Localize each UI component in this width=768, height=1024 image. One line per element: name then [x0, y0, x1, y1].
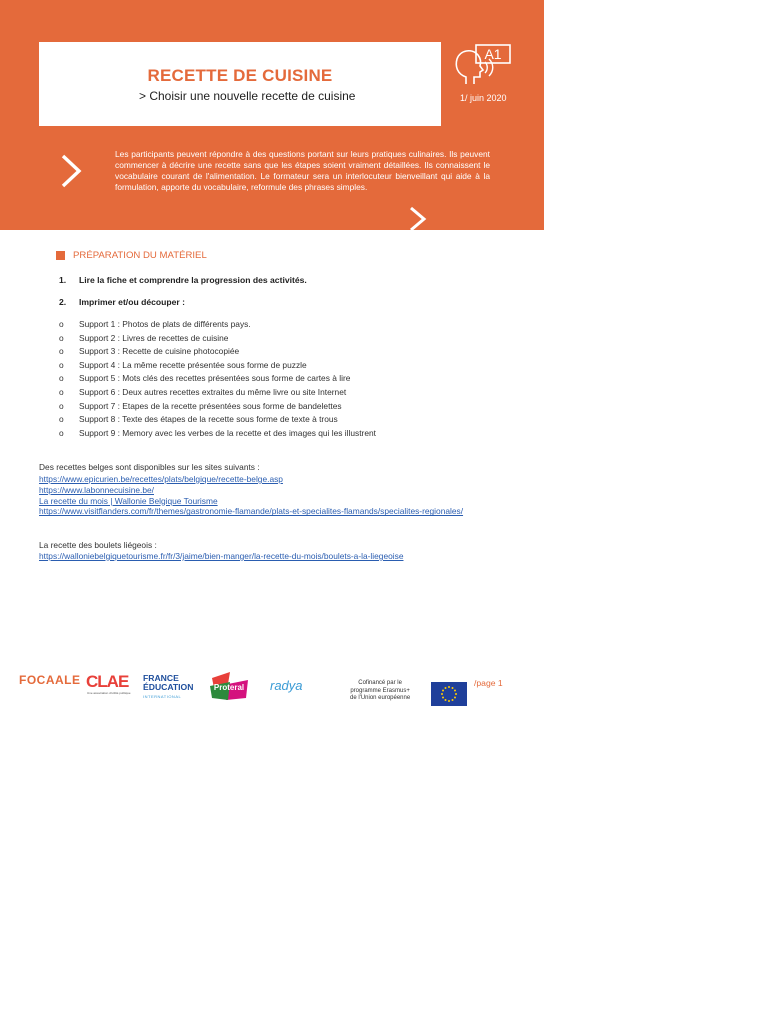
header-banner — [0, 0, 544, 230]
resource-link[interactable]: https://www.visitflanders.com/fr/themes/gastronomie-flamande/plats-et-specialites-flamands/specialites-regionales/ — [39, 506, 464, 517]
resource-link[interactable]: https://www.labonnecuisine.be/ — [39, 484, 154, 495]
resource-link[interactable]: La recette du mois | Wallonie Belgique Tourisme — [39, 495, 218, 506]
step-text: Imprimer et/ou découper : — [79, 297, 186, 307]
support-text: Support 7 : Etapes de la recette présentées sous forme de bandelettes — [79, 400, 342, 411]
support-text: Support 6 : Deux autres recettes extraites du même livre ou site Internet — [79, 386, 347, 397]
list-item — [59, 386, 376, 400]
bullet: o — [59, 332, 64, 343]
svg-text:Proteral: Proteral — [213, 683, 245, 692]
boulets-link[interactable]: https://walloniebelgiquetourisme.fr/fr/3/jaime/bien-manger/la-recette-du-mois/boulets-a-la-liegeoise — [39, 551, 404, 561]
section-heading-preparation — [56, 250, 207, 261]
radya-logo: radya — [270, 678, 303, 693]
square-bullet-icon — [56, 251, 65, 260]
resources-intro: Des recettes belges sont disponibles sur les sites suivants : — [39, 462, 260, 472]
focaale-logo: FOCAALE — [19, 673, 81, 687]
resource-links — [39, 474, 489, 517]
support-text: Support 4 : La même recette présentée sous forme de puzzle — [79, 359, 307, 370]
eu-flag-icon — [431, 682, 467, 706]
level-label: A1 — [484, 46, 502, 62]
clae-tagline: Une association d'utilité publique — [87, 691, 131, 695]
list-item — [59, 345, 376, 359]
bullet: o — [59, 427, 64, 438]
erasmus-cofunding-text — [350, 680, 410, 703]
fei-line: ÉDUCATION — [143, 682, 194, 692]
document-page — [0, 0, 544, 722]
page-subtitle: > Choisir une nouvelle recette de cuisine — [139, 89, 356, 103]
numbered-step — [59, 275, 307, 285]
step-number: 2. — [59, 297, 67, 307]
bullet: o — [59, 414, 64, 425]
resource-link[interactable]: https://www.epicurien.be/recettes/plats/belgique/recette-belge.asp — [39, 474, 283, 484]
support-text: Support 9 : Memory avec les verbes de la recette et des images qui les illustrent — [79, 427, 376, 438]
erasmus-line: programme Erasmus+ — [350, 687, 410, 694]
bullet: o — [59, 400, 64, 411]
numbered-step — [59, 297, 185, 307]
erasmus-line: de l'Union européenne — [350, 695, 411, 701]
support-text: Support 5 : Mots clés des recettes présentées sous forme de cartes à lire — [79, 373, 351, 384]
fei-line: INTERNATIONAL — [143, 694, 182, 699]
list-item — [59, 332, 376, 346]
list-item — [59, 359, 376, 373]
bullet: o — [59, 319, 64, 329]
list-item — [59, 413, 376, 427]
bullet: o — [59, 373, 64, 384]
france-education-logo — [143, 674, 193, 701]
page-title: RECETTE DE CUISINE — [147, 66, 333, 85]
list-item — [59, 372, 376, 386]
step-number: 1. — [59, 275, 67, 285]
list-item — [59, 427, 376, 441]
bullet: o — [59, 386, 64, 397]
section-heading-text: PRÉPARATION DU MATÉRIEL — [73, 250, 207, 261]
intro-paragraph: Les participants peuvent répondre à des questions portant sur leurs pratiques culinaires. Ils peuvent commencer à décrire une recette sans que les étapes soient vraiment détaillées. Ils connaissent le vocabulaire courant de l'alimentation. Le formateur sera un interlocuteur bienveillant qui aide à la formulation, apporte du vocabulaire, reformule des phrases simples. — [115, 149, 490, 192]
support-text: Support 3 : Recette de cuisine photocopiée — [79, 346, 240, 357]
bullet: o — [59, 346, 64, 357]
erasmus-line: Cofinancé par le — [358, 680, 402, 686]
page-number: /page 1 — [474, 678, 503, 688]
support-text: Support 8 : Texte des étapes de la recette sous forme de texte à trous — [79, 414, 338, 425]
support-text: Support 1 : Photos de plats de différents pays. — [79, 319, 251, 329]
clae-logo: CLAE — [86, 672, 129, 691]
title-box — [39, 42, 441, 126]
chevron-right-icon — [406, 205, 430, 233]
list-item — [59, 318, 376, 332]
list-item — [59, 400, 376, 414]
boulets-intro: La recette des boulets liégeois : — [39, 540, 157, 550]
step-text: Lire la fiche et comprendre la progression des activités. — [79, 275, 307, 285]
supports-list — [59, 318, 376, 440]
bullet: o — [59, 359, 64, 370]
proteral-logo — [208, 670, 250, 702]
support-text: Support 2 : Livres de recettes de cuisine — [79, 332, 229, 343]
edition-date: 1/ juin 2020 — [460, 93, 507, 103]
fei-line: FRANCE — [143, 673, 179, 683]
chevron-right-icon — [58, 152, 84, 190]
speaking-level-icon — [452, 44, 512, 86]
